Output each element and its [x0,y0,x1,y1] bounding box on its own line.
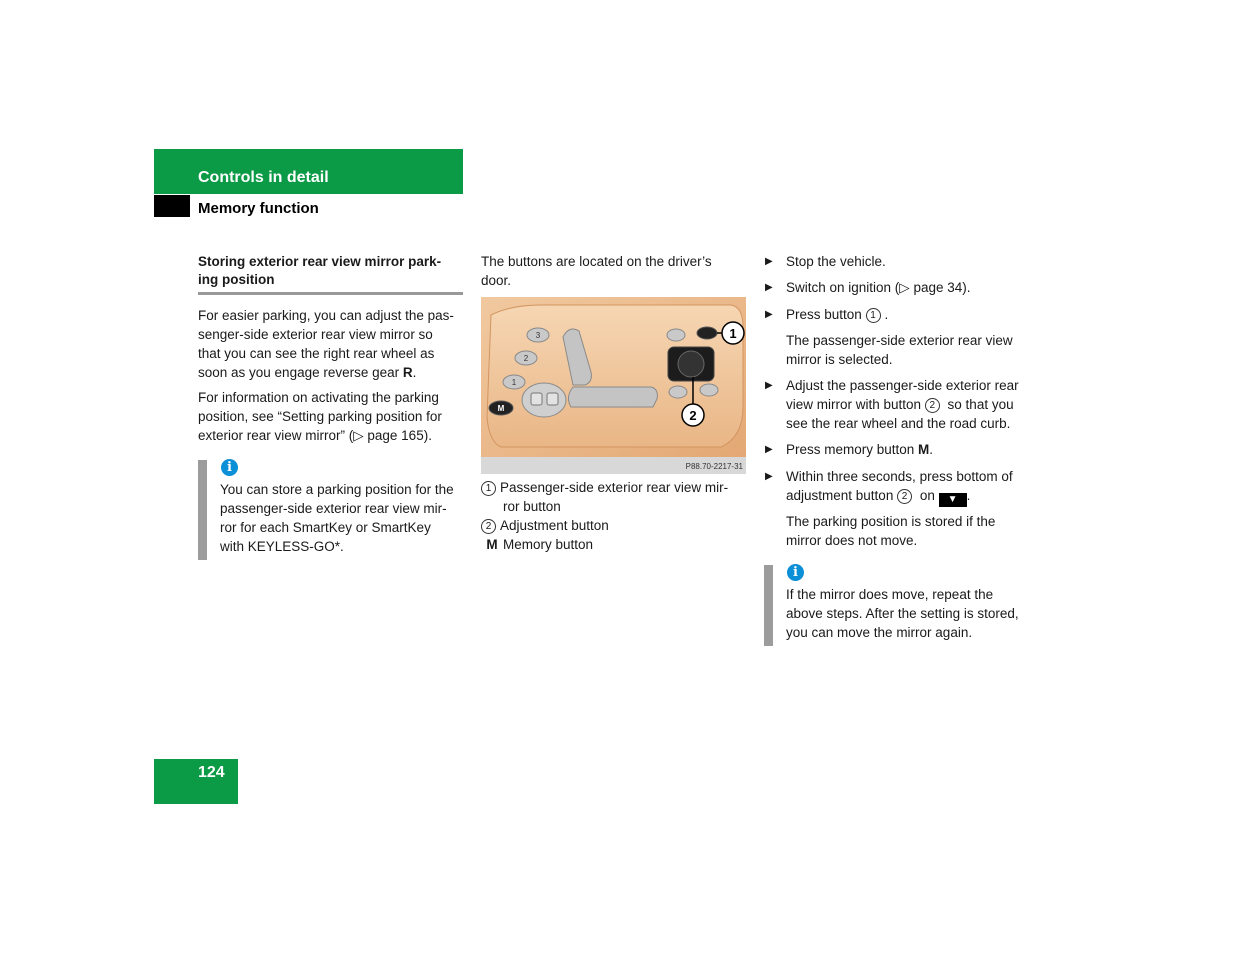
step-press-bottom: Within three seconds, press bottom of adjustment button 2 on ▼ . [786,469,1013,505]
gear-r: R [402,365,413,380]
bullet-icon: ▶ [765,444,773,455]
info-bar-left [198,460,207,560]
heading-rule [198,292,463,295]
step-press-memory: Press memory button M. [786,442,934,457]
subsection-marker [154,195,190,217]
door-panel-illustration [481,297,746,474]
page-165-link[interactable]: exterior rear view mirror” (▷ page 165). [198,428,432,443]
info-bar-right [764,565,773,646]
legend-key-m: M [486,537,498,552]
info-icon: i [221,459,238,476]
buttons-location-text: The buttons are located on the driver’s door. [481,254,712,288]
step-stop-vehicle: Stop the vehicle. [786,254,886,269]
result-position-stored: The parking position is stored if the mirror does not move. [786,514,996,548]
bullet-icon: ▶ [765,471,773,482]
subsection-title: Memory function [198,200,319,217]
memory-button-m[interactable]: M [497,404,505,413]
image-code: P88.70-2217-31 [685,462,743,471]
bullet-icon: ▶ [765,282,773,293]
bullet-icon: ▶ [765,309,773,320]
page-number: 124 [198,764,225,781]
memory-button-1[interactable]: 1 [511,378,517,387]
callout-1: 1 [729,326,737,341]
figure-legend: 1 Passenger-side exterior rear view mir- ror button 2 Adjustment button M Memory button [481,478,751,554]
info-note-left: You can store a parking position for the passenger-side exterior rear view mir- ror for each SmartKey or SmartKey with KEYLESS-GO*. [220,482,454,554]
info-note-right: If the mirror does move, repeat the above steps. After the setting is stored, you can move the mirror again. [786,587,1019,640]
memory-button-3[interactable]: 3 [535,331,541,340]
intro-paragraph: For easier parking, you can adjust the pas- senger-side exterior rear view mirror so that you can see the right rear wheel as soon as you engage reverse gear R. [198,308,454,380]
legend-num-2: 2 [481,519,496,534]
callout-2: 2 [689,408,697,423]
reference-paragraph: For information on activating the parking position, see “Setting parking position for exterior rear view mirror” (▷ page 165). [198,388,468,445]
page-number-tab [154,759,238,804]
result-mirror-selected: The passenger-side exterior rear view mirror is selected. [786,333,1013,367]
step-switch-ignition: Switch on ignition (▷ page 34). [786,280,971,295]
topic-heading: Storing exterior rear view mirror park- ing position [198,254,442,287]
section-title: Controls in detail [198,169,329,186]
memory-button-2[interactable]: 2 [523,354,529,363]
bullet-icon: ▶ [765,380,773,391]
down-arrow-icon: ▼ [939,493,967,507]
bullet-icon: ▶ [765,256,773,267]
step-press-button-1: Press button 1 . [786,307,889,322]
info-icon: i [787,564,804,581]
door-panel-svg [481,297,746,474]
legend-num-1: 1 [481,481,496,496]
step-adjust-mirror: Adjust the passenger-side exterior rear view mirror with button 2 so that you see the rear wheel and the road curb. [786,378,1019,431]
